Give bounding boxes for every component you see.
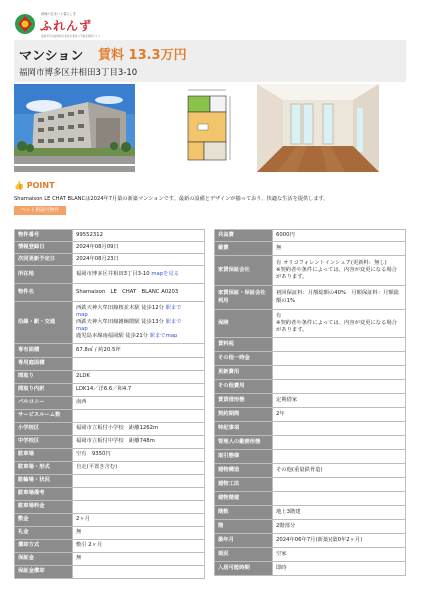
- spec-value: 2024年08月23日: [73, 254, 205, 266]
- spec-value: LDK14／洋6.6／和4.7: [73, 384, 205, 397]
- spec-value: 無: [73, 553, 205, 566]
- spec-value: [273, 338, 406, 352]
- guarantor-note: ※契約者や条件によっては、内容が変更になる場合があります。: [276, 266, 397, 281]
- spec-value: 定期借家: [273, 394, 406, 408]
- spec-value: 地上3階建: [273, 506, 406, 520]
- exterior-photo[interactable]: [14, 84, 135, 172]
- spec-value: [273, 352, 406, 366]
- spec-key: 契約期間: [215, 408, 273, 422]
- spec-key: 所在地: [15, 266, 73, 284]
- transit-list: [73, 302, 205, 344]
- spec-value: 自走(平置き含む): [73, 462, 205, 475]
- spec-key: 駐車場備考: [15, 488, 73, 501]
- spec-key: 償却方式: [15, 540, 73, 553]
- spec-key: 駐車場: [15, 449, 73, 462]
- spec-key: 次回更新予定日: [15, 254, 73, 266]
- spec-value: [273, 310, 406, 338]
- spec-key: 階数: [215, 506, 273, 520]
- spec-value: 2ヶ月: [73, 514, 205, 527]
- insurance-note: ※契約者や条件によっては、内容が変更になる場合があります。: [276, 319, 397, 334]
- spec-value: [73, 566, 205, 579]
- spec-key: 敷金: [15, 514, 73, 527]
- spec-table-left: [14, 229, 205, 579]
- spec-table-right: [214, 229, 406, 576]
- spec-key: その他一時金: [215, 352, 273, 366]
- spec-key: 物件番号: [15, 230, 73, 242]
- point-heading-label: POINT: [26, 181, 55, 190]
- address-value: 福岡市博多区井相田3丁目3-10: [76, 270, 150, 277]
- spec-value: 福岡市立板付中学校 距離748m: [73, 436, 205, 449]
- logo-tagline: 地域の住まいと暮らしを: [41, 12, 77, 16]
- station-map-link[interactable]: map: [76, 326, 88, 333]
- property-address: 福岡市博多区井相田3丁目3-10: [19, 68, 138, 78]
- spec-key: 更新費用: [215, 366, 273, 380]
- spec-value: 即時: [273, 562, 406, 576]
- transit-line: 西鉄天神大牟田線雑餉隈駅 徒歩13分: [76, 318, 164, 325]
- spec-value: 南西: [73, 397, 205, 410]
- feature-badge: ペット相談可物件: [14, 206, 66, 215]
- spec-key: 雑費: [215, 242, 273, 256]
- spec-key: 駐車場料金: [15, 501, 73, 514]
- spec-value: [73, 501, 205, 514]
- spec-key: 特記事項: [215, 422, 273, 436]
- spec-value: [73, 475, 205, 488]
- map-link[interactable]: mapを見る: [151, 270, 180, 277]
- spec-key: 家賃保証・保証会社利用: [215, 286, 273, 310]
- spec-key: 保険: [215, 310, 273, 338]
- spec-value: [273, 366, 406, 380]
- spec-value: 空有 9350円: [73, 449, 205, 462]
- spec-value: 無: [73, 527, 205, 540]
- spec-value: [273, 478, 406, 492]
- spec-value: 2024年06年7月(新築)(築0年2ヶ月): [273, 534, 406, 548]
- spec-key: 建物階建: [215, 492, 273, 506]
- spec-key: 情報登録日: [15, 242, 73, 254]
- spec-value: 敷引 2ヶ月: [73, 540, 205, 553]
- spec-key: 賃料税: [215, 338, 273, 352]
- spec-value: 2LDK: [73, 371, 205, 384]
- spec-key: 中学校区: [15, 436, 73, 449]
- spec-value: 2024年08月09日: [73, 242, 205, 254]
- spec-value: 67.8㎡ / 約20.5坪: [73, 344, 205, 358]
- spec-key: バルコニー: [15, 397, 73, 410]
- point-description: Shamaison LE CHAT BLANCは2024年7月築の新築マンションです。最新の設備とデザインが揃っており、快適な生活を提供します。: [14, 196, 329, 202]
- spec-key: 入居可能時期: [215, 562, 273, 576]
- station-link[interactable]: 駅までmap: [149, 333, 178, 340]
- spec-key: 駐車場・形式: [15, 462, 73, 475]
- spec-value: 初回保証料：月額総額の40% 月額保証料：月額総額の1%: [273, 286, 406, 310]
- spec-key: 沿線・駅・交通: [15, 302, 73, 344]
- guarantor-company: 有 オリコフォレントインシュア(更新料：無し): [276, 259, 387, 266]
- rent-price: 賃料 13.3万円: [98, 48, 187, 63]
- spec-key: 駐輪場・状況: [15, 475, 73, 488]
- spec-key: 間取り: [15, 371, 73, 384]
- spec-value: [273, 436, 406, 450]
- spec-value: その他(重量鉄骨造): [273, 464, 406, 478]
- spec-key: 家賃保証会社: [215, 256, 273, 286]
- station-link[interactable]: 駅まで: [165, 318, 182, 325]
- interior-photo[interactable]: [257, 84, 379, 172]
- logo-subtitle: 福岡県宅地建物取引業協会運営の不動産情報サイト: [41, 35, 101, 38]
- spec-key: 保証金: [15, 553, 73, 566]
- spec-value: 福岡市立板付小学校 距離1262m: [73, 423, 205, 436]
- spec-value: [73, 358, 205, 371]
- spec-key: 保証金償却: [15, 566, 73, 579]
- logo-name: ふれんず: [40, 19, 93, 33]
- spec-key: 現況: [215, 548, 273, 562]
- spec-key: 専用庭面積: [15, 358, 73, 371]
- transit-line: 西鉄天神大牟田線桜並木駅 徒歩12分: [76, 304, 164, 311]
- spec-key: 物件名: [15, 284, 73, 302]
- spec-value: [273, 422, 406, 436]
- spec-value: [73, 410, 205, 423]
- spec-key: 管理人の勤務形態: [215, 436, 273, 450]
- spec-key: 階: [215, 520, 273, 534]
- insurance-value: 有: [276, 312, 282, 319]
- point-heading: [14, 181, 55, 190]
- spec-value: Shamaison LE CHAT BLANC A0203: [73, 284, 205, 302]
- site-logo: [14, 9, 101, 39]
- spec-value: 2階部分: [273, 520, 406, 534]
- spec-value: [73, 488, 205, 501]
- spec-key: サービスルーム数: [15, 410, 73, 423]
- spec-key: 賃貸借形態: [215, 394, 273, 408]
- spec-value: [273, 380, 406, 394]
- floor-plan-photo[interactable]: [178, 84, 240, 172]
- station-link[interactable]: 駅まで: [165, 304, 182, 311]
- transit-line: 鹿児島本線南福岡駅 徒歩21分: [76, 333, 148, 340]
- spec-value: [273, 492, 406, 506]
- spec-value: 空家: [273, 548, 406, 562]
- spec-value: 6000円: [273, 230, 406, 242]
- spec-value: [273, 450, 406, 464]
- spec-value: 2年: [273, 408, 406, 422]
- station-map-link[interactable]: map: [76, 311, 88, 318]
- spec-key: その他費用: [215, 380, 273, 394]
- spec-value: 99552312: [73, 230, 205, 242]
- spec-key: 間取り内訳: [15, 384, 73, 397]
- spec-key: 共益費: [215, 230, 273, 242]
- thumbs-up-icon: 👍: [14, 181, 24, 190]
- spec-value: [73, 266, 205, 284]
- spec-key: 築年月: [215, 534, 273, 548]
- spec-key: 取引態様: [215, 450, 273, 464]
- spec-key: 建物構造: [215, 464, 273, 478]
- spec-value: [273, 256, 406, 286]
- spec-key: 礼金: [15, 527, 73, 540]
- spec-key: 建物工法: [215, 478, 273, 492]
- property-type: マンション: [19, 49, 84, 64]
- spec-value: 無: [273, 242, 406, 256]
- listing-title-bar: [14, 40, 406, 82]
- logo-mark-icon: [14, 13, 36, 35]
- spec-key: 小学校区: [15, 423, 73, 436]
- spec-key: 専有面積: [15, 344, 73, 358]
